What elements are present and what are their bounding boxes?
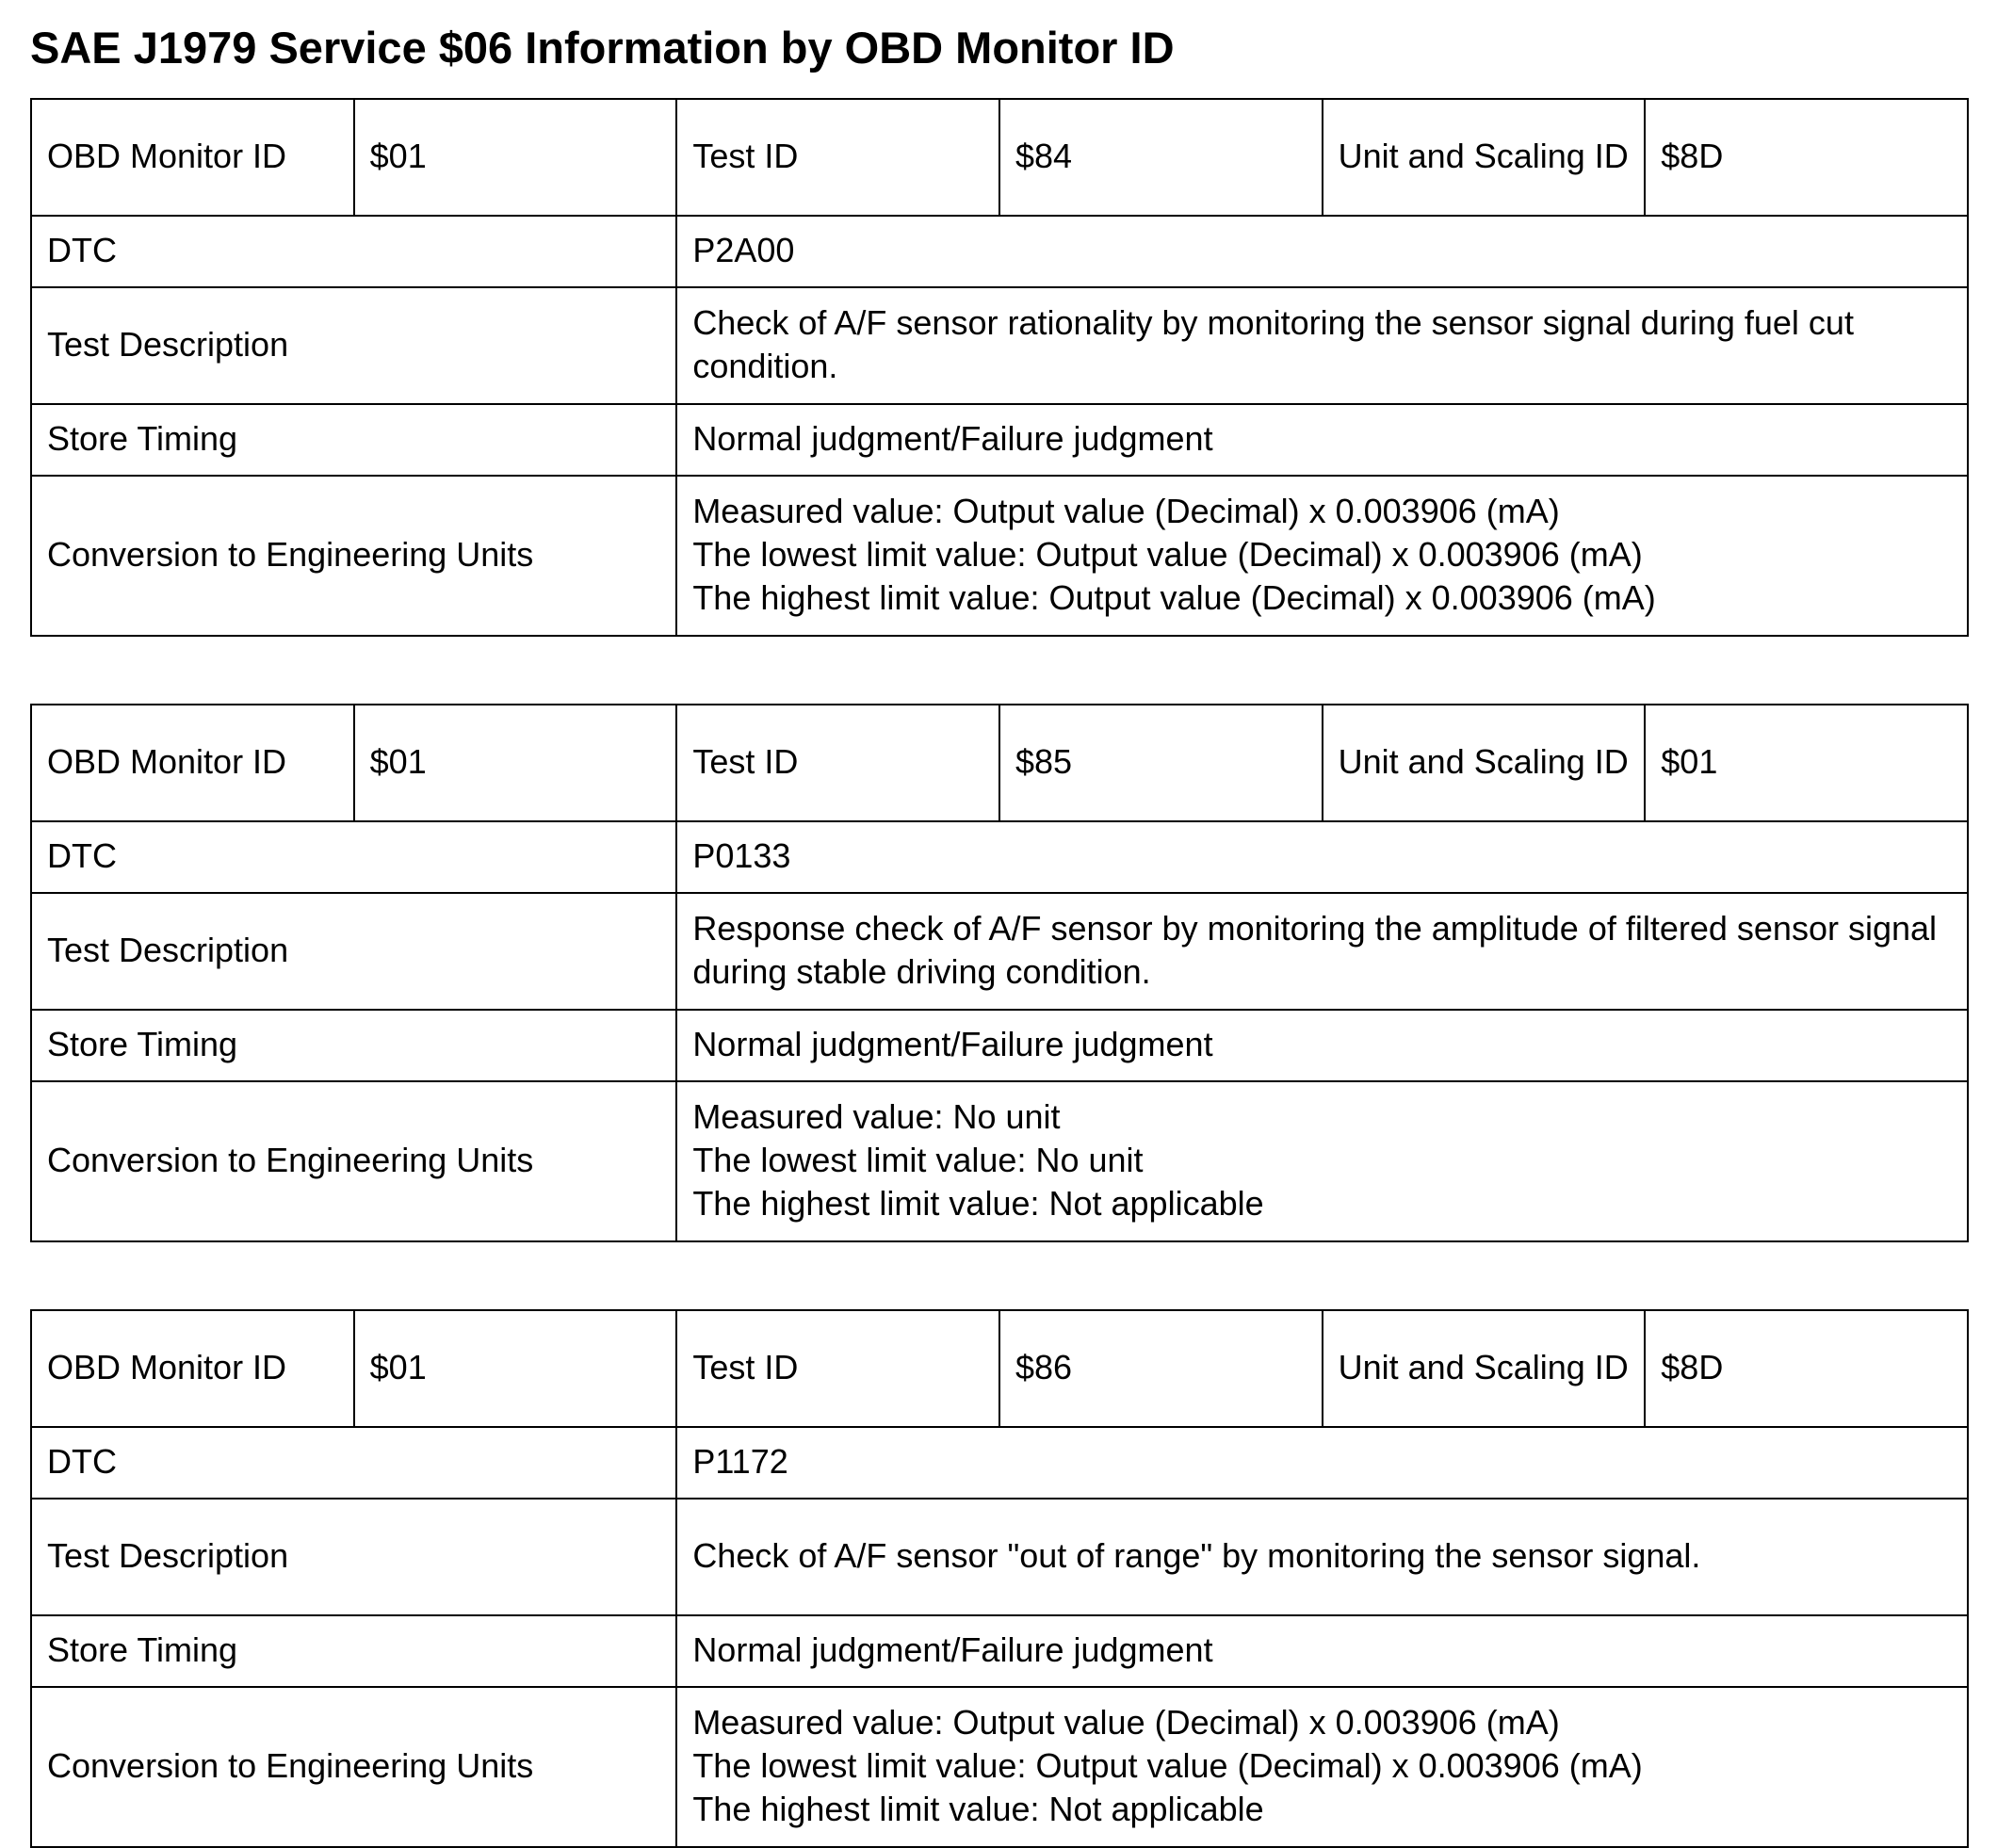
test-description-label: Test Description [31,893,676,1010]
test-description-value: Check of A/F sensor "out of range" by monitoring the sensor signal. [676,1499,1968,1615]
conversion-highest-limit: The highest limit value: Output value (Decimal) x 0.003906 (mA) [692,578,1656,617]
table-row [31,287,1968,404]
conversion-highest-limit: The highest limit value: Not applicable [692,1184,1264,1223]
monitor-table [30,704,1969,1242]
dtc-value: P1172 [676,1427,1968,1499]
conversion-label: Conversion to Engineering Units [31,476,676,636]
test-id-value: $86 [999,1310,1323,1427]
store-timing-label: Store Timing [31,1615,676,1687]
conversion-label: Conversion to Engineering Units [31,1081,676,1241]
conversion-lowest-limit: The lowest limit value: Output value (Decimal) x 0.003906 (mA) [692,1746,1643,1785]
conversion-lowest-limit: The lowest limit value: No unit [692,1141,1144,1179]
dtc-label: DTC [31,1427,676,1499]
store-timing-value: Normal judgment/Failure judgment [676,404,1968,476]
conversion-measured-value: Measured value: Output value (Decimal) x 0.003906 (mA) [692,1703,1560,1742]
unit-scaling-id-value: $01 [1645,705,1968,821]
obd-monitor-id-value: $01 [354,705,677,821]
test-id-label: Test ID [676,1310,999,1427]
conversion-value [676,476,1968,636]
dtc-label: DTC [31,821,676,893]
test-description-label: Test Description [31,287,676,404]
test-id-label: Test ID [676,99,999,216]
table-row [31,705,1968,821]
test-id-label: Test ID [676,705,999,821]
obd-monitor-id-label: OBD Monitor ID [31,99,354,216]
unit-scaling-id-value: $8D [1645,1310,1968,1427]
dtc-label: DTC [31,216,676,287]
store-timing-value: Normal judgment/Failure judgment [676,1010,1968,1081]
unit-scaling-id-label: Unit and Scaling ID [1323,705,1646,821]
conversion-highest-limit: The highest limit value: Not applicable [692,1790,1264,1828]
table-row [31,476,1968,636]
store-timing-label: Store Timing [31,1010,676,1081]
table-row [31,216,1968,287]
test-id-value: $84 [999,99,1323,216]
conversion-measured-value: Measured value: Output value (Decimal) x 0.003906 (mA) [692,492,1560,530]
table-row [31,1499,1968,1615]
table-row [31,404,1968,476]
table-row [31,1427,1968,1499]
monitor-table [30,1309,1969,1848]
unit-scaling-id-value: $8D [1645,99,1968,216]
dtc-value: P2A00 [676,216,1968,287]
table-row [31,1081,1968,1241]
store-timing-label: Store Timing [31,404,676,476]
monitor-table [30,98,1969,637]
test-id-value: $85 [999,705,1323,821]
page-title: SAE J1979 Service $06 Information by OBD Monitor ID [30,23,1175,73]
unit-scaling-id-label: Unit and Scaling ID [1323,99,1646,216]
conversion-lowest-limit: The lowest limit value: Output value (Decimal) x 0.003906 (mA) [692,535,1643,574]
dtc-value: P0133 [676,821,1968,893]
table-row [31,893,1968,1010]
conversion-label: Conversion to Engineering Units [31,1687,676,1847]
store-timing-value: Normal judgment/Failure judgment [676,1615,1968,1687]
table-row [31,1615,1968,1687]
unit-scaling-id-label: Unit and Scaling ID [1323,1310,1646,1427]
test-description-value: Response check of A/F sensor by monitoring the amplitude of filtered sensor signal during stable driving condition. [676,893,1968,1010]
table-row [31,821,1968,893]
obd-monitor-id-label: OBD Monitor ID [31,1310,354,1427]
table-row [31,99,1968,216]
table-row [31,1010,1968,1081]
obd-monitor-id-value: $01 [354,99,677,216]
table-row [31,1310,1968,1427]
obd-monitor-id-label: OBD Monitor ID [31,705,354,821]
conversion-value [676,1081,1968,1241]
test-description-label: Test Description [31,1499,676,1615]
conversion-measured-value: Measured value: No unit [692,1097,1061,1136]
test-description-value: Check of A/F sensor rationality by monitoring the sensor signal during fuel cut condition. [676,287,1968,404]
obd-monitor-id-value: $01 [354,1310,677,1427]
